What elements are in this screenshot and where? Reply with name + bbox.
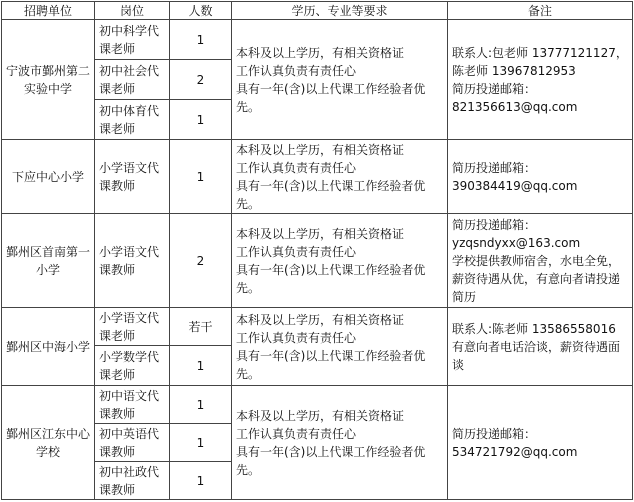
note-line: 534721792@qq.com xyxy=(452,444,578,459)
position-count: 1 xyxy=(170,346,232,386)
note-line: 有意向者电话洽谈，薪资待遇面谈 xyxy=(452,339,621,372)
position-count: 1 xyxy=(170,424,232,462)
requirements-cell xyxy=(232,214,448,308)
table-row xyxy=(2,308,633,346)
notes-cell xyxy=(448,308,633,386)
requirement-line: 具有一年(含)以上代课工作经验者优先。 xyxy=(236,444,426,477)
table-row xyxy=(2,214,633,308)
note-line: 联系人:包老师 13777121127， xyxy=(452,45,628,60)
note-line: 简历投递邮箱： xyxy=(452,81,537,96)
position-count: 2 xyxy=(170,60,232,100)
table-row xyxy=(2,140,633,214)
table-row xyxy=(2,20,633,60)
requirements-cell xyxy=(232,308,448,386)
header-row xyxy=(2,2,633,20)
note-line: 简历投递邮箱： xyxy=(452,426,537,441)
position-title: 小学数学代课老师 xyxy=(95,346,170,386)
unit-name: 鄞州区江东中心学校 xyxy=(2,386,95,500)
note-line: 简历投递邮箱： xyxy=(452,217,537,232)
notes-cell xyxy=(448,140,633,214)
table-row xyxy=(2,386,633,424)
requirement-line: 本科及以上学历，有相关资格证 xyxy=(236,408,405,423)
unit-name: 下应中心小学 xyxy=(2,140,95,214)
requirement-line: 本科及以上学历，有相关资格证 xyxy=(236,312,405,327)
note-line: 学校提供教师宿舍，水电全免，薪资待遇从优，有意向者请投递简历 xyxy=(452,253,621,304)
requirement-line: 本科及以上学历，有相关资格证 xyxy=(236,45,405,60)
position-count: 2 xyxy=(170,214,232,308)
position-title: 初中科学代课老师 xyxy=(95,20,170,60)
notes-cell xyxy=(448,386,633,500)
requirement-line: 工作认真负责有责任心 xyxy=(236,330,357,345)
requirement-line: 具有一年(含)以上代课工作经验者优先。 xyxy=(236,348,426,381)
notes-cell xyxy=(448,20,633,140)
requirement-line: 具有一年(含)以上代课工作经验者优先。 xyxy=(236,81,426,114)
requirement-line: 具有一年(含)以上代课工作经验者优先。 xyxy=(236,178,426,211)
position-count: 1 xyxy=(170,462,232,500)
requirement-line: 本科及以上学历，有相关资格证 xyxy=(236,226,405,241)
requirements-cell xyxy=(232,20,448,140)
note-line: 陈老师 13967812953 xyxy=(452,63,576,78)
position-title: 初中英语代课教师 xyxy=(95,424,170,462)
note-line: 821356613@qq.com xyxy=(452,99,578,114)
note-line: yzqsndyxx@163.com xyxy=(452,235,581,250)
header-unit: 招聘单位 xyxy=(2,2,95,20)
notes-cell xyxy=(448,214,633,308)
position-title: 小学语文代课教师 xyxy=(95,214,170,308)
note-line: 简历投递邮箱： xyxy=(452,160,537,175)
position-count: 1 xyxy=(170,386,232,424)
position-title: 初中社政代课教师 xyxy=(95,462,170,500)
position-title: 初中社会代课老师 xyxy=(95,60,170,100)
position-title: 小学语文代课老师 xyxy=(95,308,170,346)
unit-name: 鄞州区中海小学 xyxy=(2,308,95,386)
requirement-line: 具有一年(含)以上代课工作经验者优先。 xyxy=(236,262,426,295)
requirements-cell xyxy=(232,140,448,214)
position-count: 1 xyxy=(170,100,232,140)
note-line: 390384419@qq.com xyxy=(452,178,578,193)
requirement-line: 本科及以上学历，有相关资格证 xyxy=(236,142,405,157)
header-requirements: 学历、专业等要求 xyxy=(232,2,448,20)
requirement-line: 工作认真负责有责任心 xyxy=(236,426,357,441)
recruitment-table xyxy=(1,1,633,500)
position-count: 1 xyxy=(170,20,232,60)
unit-name: 宁波市鄞州第二实验中学 xyxy=(2,20,95,140)
unit-name: 鄞州区首南第一小学 xyxy=(2,214,95,308)
header-notes: 备注 xyxy=(448,2,633,20)
position-title: 小学语文代课教师 xyxy=(95,140,170,214)
position-title: 初中体育代课老师 xyxy=(95,100,170,140)
position-count: 1 xyxy=(170,140,232,214)
note-line: 联系人:陈老师 13586558016 xyxy=(452,321,616,336)
requirements-cell xyxy=(232,386,448,500)
header-count: 人数 xyxy=(170,2,232,20)
requirement-line: 工作认真负责有责任心 xyxy=(236,244,357,259)
position-title: 初中语文代课教师 xyxy=(95,386,170,424)
position-count: 若干 xyxy=(170,308,232,346)
header-position: 岗位 xyxy=(95,2,170,20)
requirement-line: 工作认真负责有责任心 xyxy=(236,63,357,78)
requirement-line: 工作认真负责有责任心 xyxy=(236,160,357,175)
